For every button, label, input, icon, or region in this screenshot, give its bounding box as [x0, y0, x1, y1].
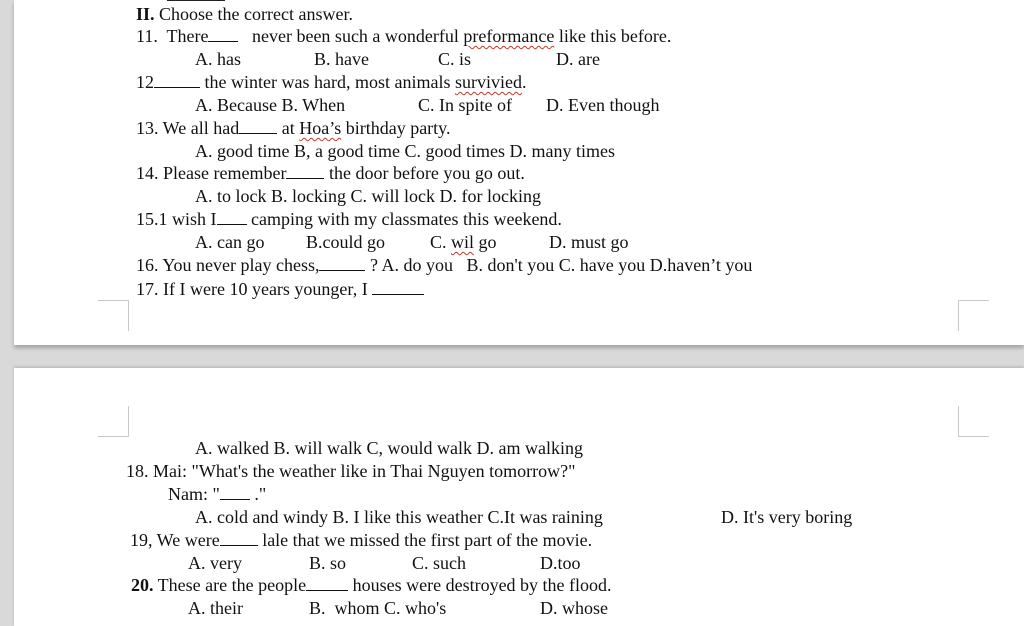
q18-options-abc: A. cold and windy B. I like this weather C.It was raining — [195, 507, 603, 527]
q18-nam-prefix: Nam: " — [168, 484, 220, 504]
answer-blank — [208, 25, 238, 42]
q15-option-d: D. must go — [549, 232, 629, 252]
answer-blank — [306, 574, 348, 591]
q14-text-pre: 14. Please remember — [136, 163, 287, 183]
q14-text-post: the door before you go out. — [324, 163, 525, 183]
q11-option-a: A. has — [195, 49, 241, 69]
q18-nam-line — [168, 483, 266, 505]
q15-text-pre: 15.1 wish I — [136, 209, 217, 229]
answer-blank — [217, 208, 247, 225]
question-20 — [131, 574, 612, 596]
q13-text-tail: birthday party. — [341, 118, 451, 138]
q12-text-post: the winter was hard, most animals — [200, 72, 455, 92]
q20-option-a: A. their — [188, 598, 243, 618]
q20-option-b-c: B. whom C. who's — [309, 598, 447, 618]
q13-misspelled-word: Hoa’s — [299, 118, 342, 138]
q11-option-b: B. have — [314, 49, 369, 69]
question-11 — [136, 25, 671, 47]
document-page-1 — [14, 0, 1024, 345]
q15-text-post: camping with my classmates this weekend. — [246, 209, 562, 229]
q12-option-d: D. Even though — [546, 95, 660, 115]
q12-option-c: C. In spite of — [418, 95, 512, 115]
q12-text-pre: 12 — [136, 72, 154, 92]
q15-option-b: B.could go — [306, 232, 385, 252]
q15-misspelled-word: wil — [451, 232, 475, 252]
q11-text-tail: like this before. — [554, 26, 672, 46]
top-rule — [167, 0, 225, 1]
q18-option-d: D. It's very boring — [721, 507, 853, 527]
answer-blank — [220, 483, 250, 500]
question-15 — [136, 208, 562, 230]
answer-blank — [286, 162, 324, 179]
question-16 — [136, 254, 752, 276]
q20-text-post: houses were destroyed by the flood. — [348, 575, 612, 595]
q12-misspelled-word: survivied — [454, 72, 522, 92]
page-corner-mark — [98, 406, 129, 437]
q13-text-pre: 13. We all had — [136, 118, 240, 138]
q11-option-d: D. are — [556, 49, 600, 69]
q14-options: A. to lock B. locking C. will lock D. for locking — [195, 186, 541, 206]
q16-text-post: ? A. do you B. don't you C. have you D.haven’t you — [365, 255, 753, 275]
q20-text-pre: These are the people — [153, 575, 307, 595]
question-14 — [136, 162, 525, 184]
q19-option-c: C. such — [412, 553, 466, 573]
q17-options: A. walked B. will walk C, would walk D. am walking — [195, 438, 583, 458]
question-12 — [136, 71, 526, 93]
q20-number: 20. — [131, 575, 154, 595]
q19-text-pre: 19, We were — [130, 530, 220, 550]
page-corner-mark — [958, 300, 989, 331]
question-19 — [130, 529, 592, 551]
q12-options-ab: A. Because B. When — [195, 95, 346, 115]
answer-blank — [372, 278, 424, 295]
q20-option-d: D. whose — [540, 598, 608, 618]
section-number: II. — [136, 4, 155, 24]
q18-nam-suffix: ." — [249, 484, 267, 504]
q11-misspelled-word: preformance — [463, 26, 555, 46]
document-page-2 — [14, 368, 1024, 626]
page-corner-mark — [958, 406, 989, 437]
q13-options: A. good time B, a good time C. good times D. many times — [195, 141, 615, 161]
q13-text-post: at — [277, 118, 300, 138]
question-18: 18. Mai: "What's the weather like in Thai Nguyen tomorrow?" — [126, 461, 576, 481]
q15-option-a: A. can go — [195, 232, 265, 252]
section-title: Choose the correct answer. — [154, 4, 353, 24]
q11-text-post: never been such a wonderful — [238, 26, 464, 46]
q19-option-b: B. so — [309, 553, 347, 573]
q15-option-c-suffix: go — [474, 232, 497, 252]
q19-option-d: D.too — [540, 553, 581, 573]
q15-option-c — [430, 231, 497, 253]
q16-text-pre: 16. You never play chess, — [136, 255, 320, 275]
q19-option-a: A. very — [188, 553, 242, 573]
q11-option-c: C. is — [438, 49, 472, 69]
section-heading — [136, 3, 353, 25]
q12-text-tail: . — [521, 72, 527, 92]
answer-blank — [154, 71, 200, 88]
page-corner-mark — [98, 300, 129, 331]
q15-option-c-prefix: C. — [430, 232, 452, 252]
q19-text-post: lale that we missed the first part of the movie. — [257, 530, 593, 550]
answer-blank — [220, 529, 258, 546]
answer-blank — [319, 254, 365, 271]
answer-blank — [239, 117, 277, 134]
q17-text-pre: 17. If I were 10 years younger, I — [136, 279, 373, 299]
question-17 — [136, 278, 424, 300]
question-13 — [136, 117, 451, 139]
q11-text-pre: 11. There — [136, 26, 209, 46]
